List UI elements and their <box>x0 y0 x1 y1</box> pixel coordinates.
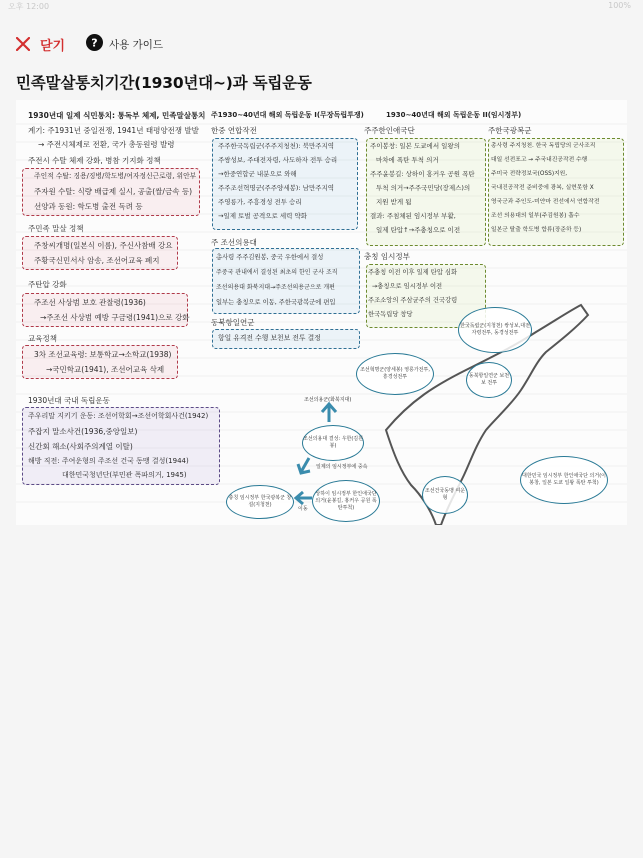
section-title: 주탄압 강화 <box>28 280 67 289</box>
right-header: 1930~40년대 해외 독립운동 II(임시정부) <box>386 111 522 119</box>
note-line: 주영릉가, 주흥경성 전투 승리 <box>218 198 302 206</box>
map-oval-label: 한국독립군(지청천) 쌍성보,대전자령전투, 동경성전투 <box>458 307 532 353</box>
note-line: 일제 탄압↑→주충칭으로 이전 <box>376 226 461 234</box>
page-title: 민족말살통치기간(1930년대~)과 독립운동 <box>16 74 312 92</box>
map-oval-label: 동북항일연군 보천보 전투 <box>466 362 512 398</box>
right-subtitle: 주주한인애국단 <box>364 126 415 135</box>
note-line: 주조소앙의 주삼균주의 건국강령 <box>368 297 458 304</box>
note-line: 주충칭 이전 이후 일제 탄압 심화 <box>368 269 458 276</box>
map-oval-label: 상하이 임시정부 한인애국단 의거(윤봉길, 홍커우 공원 폭탄투척) <box>312 480 380 522</box>
handwritten-note-image <box>16 100 627 525</box>
note-line: →충칭으로 임시정부 이전 <box>372 283 443 290</box>
map-oval-label: 조선혁명군(양세봉) 영릉가전투, 흥경성전투 <box>356 353 434 395</box>
note-line: 조선 의용대의 일부(주김원봉) 흡수 <box>491 213 580 219</box>
note-line: 투척 의거→주주국민당(장제스)의 <box>376 184 471 192</box>
note-line: 주주조선혁명군(주주양세봉): 남만주지역 <box>218 184 335 192</box>
note-line: 주이봉창: 일본 도쿄에서 일왕의 <box>370 142 461 150</box>
note-line: 영국군과 주인도-미얀마 전선에서 연합작전 <box>491 199 600 205</box>
section-title: 교육정책 <box>28 334 57 343</box>
close-button[interactable] <box>16 33 65 55</box>
note-line: 주우리말 지키기 운동: 조선어학회→조선어학회사건(1942) <box>28 412 209 420</box>
note-line: 3차 조선교육령: 보통학교→소학교(1938) <box>34 350 172 359</box>
note-line: 주인적 수탈: 징용/징병/학도병/여자정신근로령, 위안부 <box>34 172 197 180</box>
note-line: 주쌍성보, 주대전자령, 사도하자 전투 승리 <box>218 156 338 164</box>
note-line: 주조선 사상범 보호 관찰령(1936) <box>34 298 146 307</box>
arrow-down <box>298 458 310 473</box>
note-line: 주주윤봉길: 상하이 홍커우 공원 폭탄 <box>370 170 475 178</box>
close-icon <box>16 37 30 51</box>
map-label: 일제의 임시정부에 중속 <box>316 464 368 470</box>
map-label: 이동 <box>298 506 308 512</box>
mid-subtitle: 주 조선의용대 <box>211 238 257 247</box>
intro-line: 계기: 주1931년 중일전쟁, 1941년 태평양전쟁 발발 <box>28 126 199 135</box>
arrow-up <box>322 404 336 422</box>
map-oval-label: 조선건국동맹 여운형 <box>422 476 468 514</box>
map-oval-label: 충칭 임시정부 한국광복군 창설(지청천) <box>226 485 294 519</box>
help-icon <box>86 34 103 55</box>
user-guide-button[interactable] <box>86 33 163 55</box>
map-oval-label: 대한민국 임시정부 한인애국단 의거(이봉창, 일본 도쿄 일왕 폭탄 투척) <box>520 456 608 504</box>
note-line: 신간회 해소(사회주의계열 이탈) <box>28 442 133 451</box>
note-line: →주조선 사상범 예방 구금령(1941)으로 강화 <box>40 313 190 322</box>
svg-text:?: ? <box>91 36 98 49</box>
left-header: 1930년대 일제 식민통치: 통독부 체제, 민족말살통치 <box>28 111 206 120</box>
note-line: 대한민국청년단(부민관 폭파의거, 1945) <box>62 471 187 479</box>
status-bar <box>0 0 643 14</box>
note-line: 주중국 관내에서 결성된 최초의 한인 군사 조직 <box>216 269 338 276</box>
note-line: 지원 받게 됨 <box>376 198 412 206</box>
mid-subtitle: 동북항일연군 <box>211 318 255 327</box>
section-title: 주전시 수탈 체제 강화, 병참 기지화 정책 <box>28 156 161 165</box>
section-title: 주민족 말살 정책 <box>28 224 84 233</box>
right-subtitle: 주한국광복군 <box>488 126 532 135</box>
note-line: 총사령 주지청천. 한국 독립당의 군사조직 <box>491 143 596 149</box>
note-line: 국내진공작전 준비중에 광복, 실현못함 X <box>491 185 594 191</box>
map-oval-label: 조선의용대 결성: 우한(김원봉) <box>302 425 364 461</box>
battery-indicator: 100% <box>608 1 631 10</box>
right-subtitle: 충칭 임시정부 <box>364 252 410 261</box>
user-guide-label: 사용 가이드 <box>109 38 164 51</box>
note-line: →국민학교(1941), 조선어교육 삭제 <box>46 365 165 374</box>
note-line: 일부는 충칭으로 이동, 주한국광복군에 편입 <box>216 299 336 306</box>
note-line: 조선의용대 화북지대→주조선의용군으로 개편 <box>216 284 335 291</box>
note-line: 한국독립당 창당 <box>368 311 413 318</box>
mid-subtitle: 한중 연합작전 <box>211 126 257 135</box>
note-line: →한중연합군 내분으로 와해 <box>218 170 297 178</box>
top-toolbar <box>0 26 643 62</box>
note-line: 항일 유격전 수행 보천보 전투 결정 <box>218 334 321 342</box>
note-line: 주자원 수탈: 식량 배급제 실시, 공출(쌀/금속 등) <box>34 187 193 196</box>
section-title: 1930년대 국내 독립운동 <box>28 396 110 405</box>
note-line: 결과: 주침체된 임시정부 부활, <box>370 212 456 220</box>
note-line: 일본군 탈출 학도병 합류(장준하 등) <box>491 227 582 233</box>
close-label: 닫기 <box>40 38 66 54</box>
note-line: 해방 직전: 주여운형의 주조선 건국 동맹 결성(1944) <box>28 457 189 465</box>
status-time: 오후 12:00 <box>8 2 50 11</box>
note-line: 주미국 전략정보국(OSS)지원, <box>491 171 568 177</box>
note-line: 마차에 폭탄 투척 의거 <box>376 156 439 164</box>
mid-header: 주1930~40년대 해외 독립운동 I(무장독립투쟁) <box>211 111 364 119</box>
note-line: →일제 토벌 공격으로 세력 약화 <box>218 212 308 220</box>
note-line: 선양과 동원: 학도병 출전 독려 등 <box>34 202 143 211</box>
note-line: 주황국신민서사 암송, 조선어교육 폐지 <box>34 256 160 265</box>
intro-line: → 주전시체제로 전환, 국가 총동원령 발령 <box>38 140 175 149</box>
note-line: 주주한국독립군(주주지청천): 북만주지역 <box>218 142 335 150</box>
note-line: 주잡지 말소사건(1936,중앙일보) <box>28 427 138 436</box>
note-line: 총사령 주주김원봉, 중국 우한에서 결성 <box>216 254 324 261</box>
note-line: 주창씨개명(일본식 이름), 주신사참배 강요 <box>34 241 173 250</box>
note-line: 대일 선전포고 → 주국내진공작전 수행 <box>491 157 588 163</box>
map-label: 조선의용군(화북지대) <box>304 397 352 403</box>
